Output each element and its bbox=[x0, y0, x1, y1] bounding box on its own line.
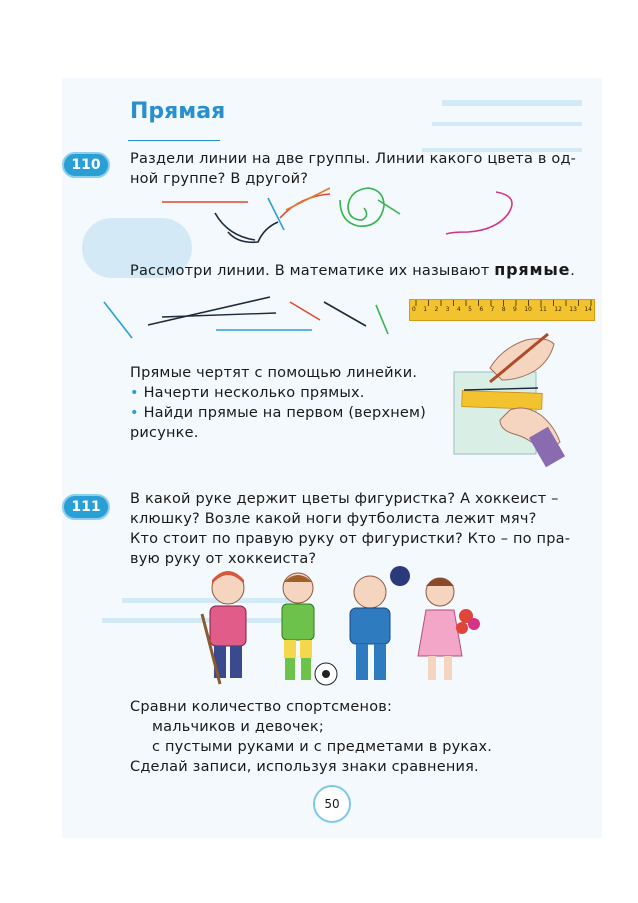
compare-section bbox=[130, 697, 600, 777]
athletes-illustration bbox=[190, 566, 490, 690]
ruler bbox=[409, 299, 595, 321]
page-title: Прямая bbox=[130, 99, 226, 124]
ruler-instructions bbox=[130, 363, 450, 443]
ruler-num: 2 bbox=[434, 306, 439, 313]
figure-skater bbox=[418, 578, 480, 680]
task-111-line4: вую руку от хоккеиста? bbox=[130, 551, 317, 567]
dark-straight-3 bbox=[324, 302, 366, 326]
compare-line4: Сделай записи, используя знаки сравнения. bbox=[130, 759, 479, 775]
term-straight: прямые bbox=[494, 260, 571, 279]
ruler-num: 12 bbox=[554, 306, 562, 313]
red-straight bbox=[290, 302, 320, 320]
bullet-2-continued: рисунке. bbox=[130, 425, 199, 441]
bullet-1-text: Начерти несколько прямых. bbox=[143, 385, 365, 401]
ruler-num: 8 bbox=[501, 306, 506, 313]
consider-suffix: . bbox=[570, 263, 576, 279]
blue-straight-1 bbox=[104, 302, 132, 338]
compare-line1: Сравни количество спортсменов: bbox=[130, 699, 393, 715]
bullet-dot-icon: • bbox=[130, 385, 139, 401]
orange-line bbox=[286, 188, 330, 210]
red-arc bbox=[280, 194, 330, 218]
consider-sentence bbox=[130, 260, 600, 281]
bullet-2 bbox=[130, 403, 450, 423]
ruler-num: 13 bbox=[569, 306, 577, 313]
bullet-1 bbox=[130, 383, 450, 403]
ruler-num: 1 bbox=[423, 306, 428, 313]
ruler-num: 3 bbox=[445, 306, 450, 313]
compare-line2: мальчиков и девочек; bbox=[152, 719, 324, 735]
magenta-curve bbox=[446, 192, 512, 234]
ruler-num: 5 bbox=[468, 306, 472, 313]
ruler-num: 9 bbox=[512, 306, 517, 313]
green-short bbox=[378, 200, 400, 214]
blue-slant bbox=[268, 198, 284, 230]
task-111-question bbox=[130, 489, 600, 569]
weightlifter bbox=[350, 566, 410, 680]
consider-prefix: Рассмотри линии. В математике их называют bbox=[130, 263, 495, 279]
ruler-num: 10 bbox=[524, 306, 532, 313]
task-110-badge: 110 bbox=[62, 152, 110, 178]
bullet-dot-icon: • bbox=[130, 405, 139, 421]
dark-straight-1 bbox=[148, 297, 270, 325]
bullet-2-text: Найди прямые на первом (верхнем) bbox=[143, 405, 427, 421]
football-player bbox=[282, 573, 337, 685]
compare-line3: с пустыми руками и с предметами в руках. bbox=[152, 739, 493, 755]
task-111-badge: 111 bbox=[62, 494, 110, 520]
task-111-line2: клюшку? Возле какой ноги футболиста лежит мяч? bbox=[130, 511, 537, 527]
ruler-num: 14 bbox=[584, 306, 592, 313]
ruler-num: 7 bbox=[490, 306, 495, 313]
ruler-num: 11 bbox=[539, 306, 547, 313]
task-110-question-line1: Раздели линии на две группы. Линии какого цвета в од- bbox=[130, 151, 577, 167]
green-spiral bbox=[340, 188, 384, 226]
ruler-num: 0 bbox=[412, 306, 416, 313]
ruler-num: 4 bbox=[456, 306, 461, 313]
dark-straight-2 bbox=[162, 313, 276, 317]
ruler-numbers bbox=[410, 306, 594, 313]
task-110-question-line2: ной группе? В другой? bbox=[130, 171, 309, 187]
ruler-num: 6 bbox=[479, 306, 484, 313]
task-111-line3: Кто стоит по правую руку от фигуристки? Кто – по пра- bbox=[130, 531, 571, 547]
hand-drawing-illustration bbox=[450, 330, 570, 470]
page-number: 50 bbox=[313, 785, 351, 823]
dark-curve bbox=[215, 213, 255, 240]
ruler-line: Прямые чертят с помощью линейки. bbox=[130, 365, 418, 381]
hockey-player bbox=[202, 571, 246, 684]
green-straight bbox=[376, 305, 388, 334]
task-111-line1: В какой руке держит цветы фигуристка? А хоккеист – bbox=[130, 491, 559, 507]
